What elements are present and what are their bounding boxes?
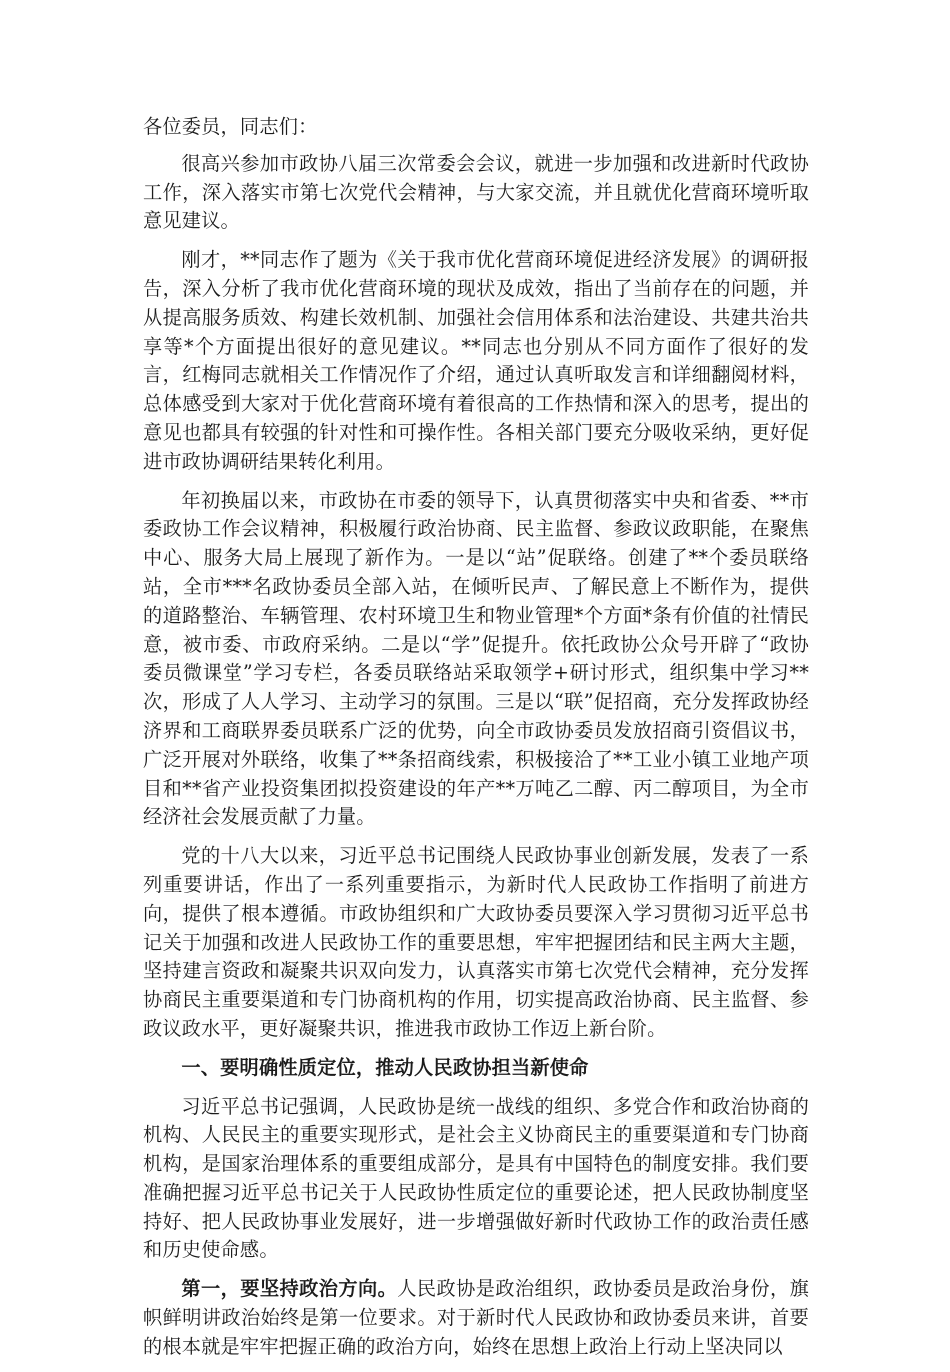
salutation: 各位委员，同志们： [143,115,318,138]
paragraph-political-direction [143,1275,809,1361]
paragraph-opening: 很高兴参加市政协八届三次常委会会议，就进一步加强和改进新时代政协工作，深入落实市第七次党代会精神，与大家交流，并且就优化营商环境听取意见建议。 [143,151,809,233]
paragraph-guidance: 党的十八大以来，习近平总书记围绕人民政协事业创新发展，发表了一系列重要讲话，作出了一系列重要指示，为新时代人民政协工作指明了前进方向，提供了根本遵循。市政协组织和广大政协委员要深入学习贯彻习近平总书记关于加强和改进人民政协工作的重要思想，牢牢把握团结和民主两大主题，坚持建言资政和凝聚共识双向发力，认真落实市第七次党代会精神，充分发挥协商民主重要渠道和专门协商机构的作用，切实提高政治协商、民主监督、参政议政水平，更好凝聚共识，推进我市政协工作迈上新台阶。 [143,844,809,1040]
paragraph-lead-bold: 第一，要坚持政治方向。 [181,1277,398,1301]
paragraph-body-text: 人民政协是政治组织，政协委员是政治身份，旗帜鲜明讲政治始终是第一位要求。对于新时代人民政协和政协委员来讲，首要的根本就是牢牢把握正确的政治方向，始终在思想上政治上行动上坚决同以 [143,1277,810,1358]
paragraph-achievements: 年初换届以来，市政协在市委的领导下，认真贯彻落实中央和省委、**市委政协工作会议精神，积极履行政治协商、民主监督、参政议政职能，在聚焦中心、服务大局上展现了新作为。一是以“站”促联络。创建了**个委员联络站，全市***名政协委员全部入站，在倾听民声、了解民意上不断作为，提供的道路整治、车辆管理、农村环境卫生和物业管理*个方面*条有价值的社情民意，被市委、市政府采纳。二是以“学”促提升。依托政协公众号开辟了“政协委员微课堂”学习专栏，各委员联络站采取领学+研讨形式，组织集中学习**次，形成了人人学习、主动学习的氛围。三是以“联”促招商，充分发挥政协经济界和工商联界委员联系广泛的优势，向全市政协委员发放招商引资倡议书，广泛开展对外联络，收集了**条招商线索，积极接洽了**工业小镇工业地产项目和**省产业投资集团拟投资建设的年产**万吨乙二醇、丙二醇项目，为全市经济社会发展贡献了力量。 [143,488,809,829]
section-heading-1: 一、要明确性质定位，推动人民政协担当新使命 [181,1055,589,1079]
document-body [143,113,809,1372]
paragraph-nature-positioning: 习近平总书记强调，人民政协是统一战线的组织、多党合作和政治协商的机构、人民民主的重要实现形式，是社会主义协商民主的重要渠道和专门协商机构，是国家治理体系的重要组成部分，是具有中国特色的制度安排。我们要准确把握习近平总书记关于人民政协性质定位的重要论述，把人民政协制度坚持好、把人民政协事业发展好，进一步增强做好新时代政协工作的政治责任感和历史使命感。 [143,1094,809,1262]
paragraph-report-review: 刚才，**同志作了题为《关于我市优化营商环境促进经济发展》的调研报告，深入分析了我市优化营商环境的现状及成效，指出了当前存在的问题，并从提高服务质效、构建长效机制、加强社会信用体系和法治建设、共建共治共享等*个方面提出很好的意见建议。**同志也分别从不同方面作了很好的发言，红梅同志就相关工作情况作了介绍，通过认真听取发言和详细翻阅材料，总体感受到大家对于优化营商环境有着很高的工作热情和深入的思考，提出的意见也都具有较强的针对性和可操作性。各相关部门要充分吸收采纳，更好促进市政协调研结果转化利用。 [143,248,809,473]
